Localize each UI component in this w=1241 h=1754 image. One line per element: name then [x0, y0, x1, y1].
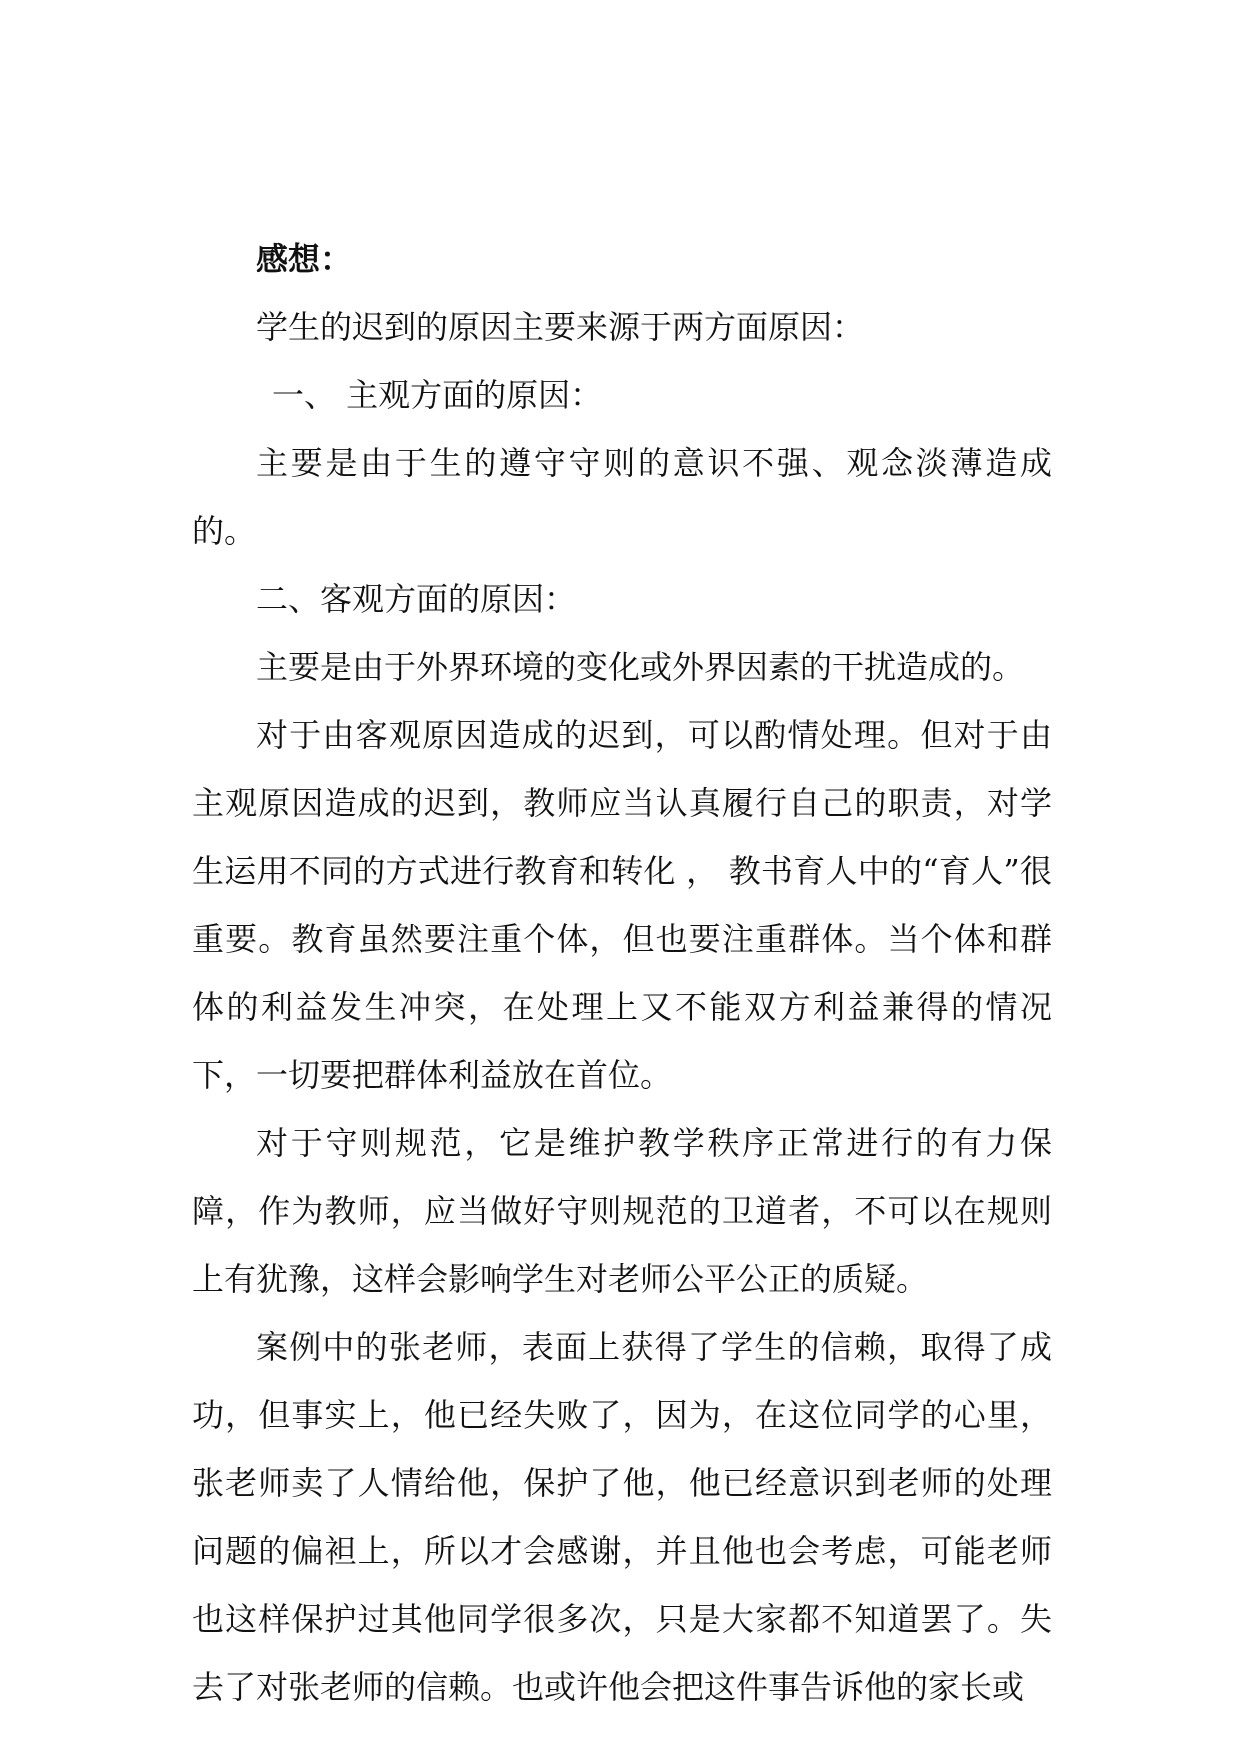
paragraph-objective-detail: 主要是由于外界环境的变化或外界因素的干扰造成的。 — [256, 648, 1025, 686]
paragraph-handling: 对于由客观原因造成的迟到，可以酌情处理。但对于由主观原因造成的迟到，教师应当认真履行自己的职责，对学生运用不同的方式进行教育和转化 ， 教书育人中的“育人”很重要。教育虽然要注重个体，但也要注重群体。当个体和群体的利益发生冲突，在处理上又不能双方利益兼得的情况下，一切要把群体利益放在首位。 — [192, 716, 1052, 1094]
paragraph-case: 案例中的张老师，表面上获得了学生的信赖，取得了成功，但事实上，他已经失败了，因为，在这位同学的心里，张老师卖了人情给他，保护了他，他已经意识到老师的处理问题的偏袒上，所以才会感谢，并且他也会考虑，可能老师也这样保护过其他同学很多次，只是大家都不知道罢了。失去了对张老师的信赖。也或许他会把这件事告诉他的家长或 — [192, 1328, 1052, 1706]
section-heading: 感想： — [256, 240, 353, 278]
paragraph-intro: 学生的迟到的原因主要来源于两方面原因： — [256, 308, 865, 346]
paragraph-subjective-detail: 主要是由于生的遵守守则的意识不强、观念淡薄造成的。 — [192, 444, 1052, 550]
list-item-subjective: 一、 主观方面的原因： — [272, 376, 603, 414]
document-body — [192, 225, 1052, 1721]
paragraph-rules: 对于守则规范，它是维护教学秩序正常进行的有力保障，作为教师，应当做好守则规范的卫道者，不可以在规则上有犹豫，这样会影响学生对老师公平公正的质疑。 — [192, 1124, 1052, 1298]
list-item-objective: 二、客观方面的原因： — [256, 580, 577, 618]
